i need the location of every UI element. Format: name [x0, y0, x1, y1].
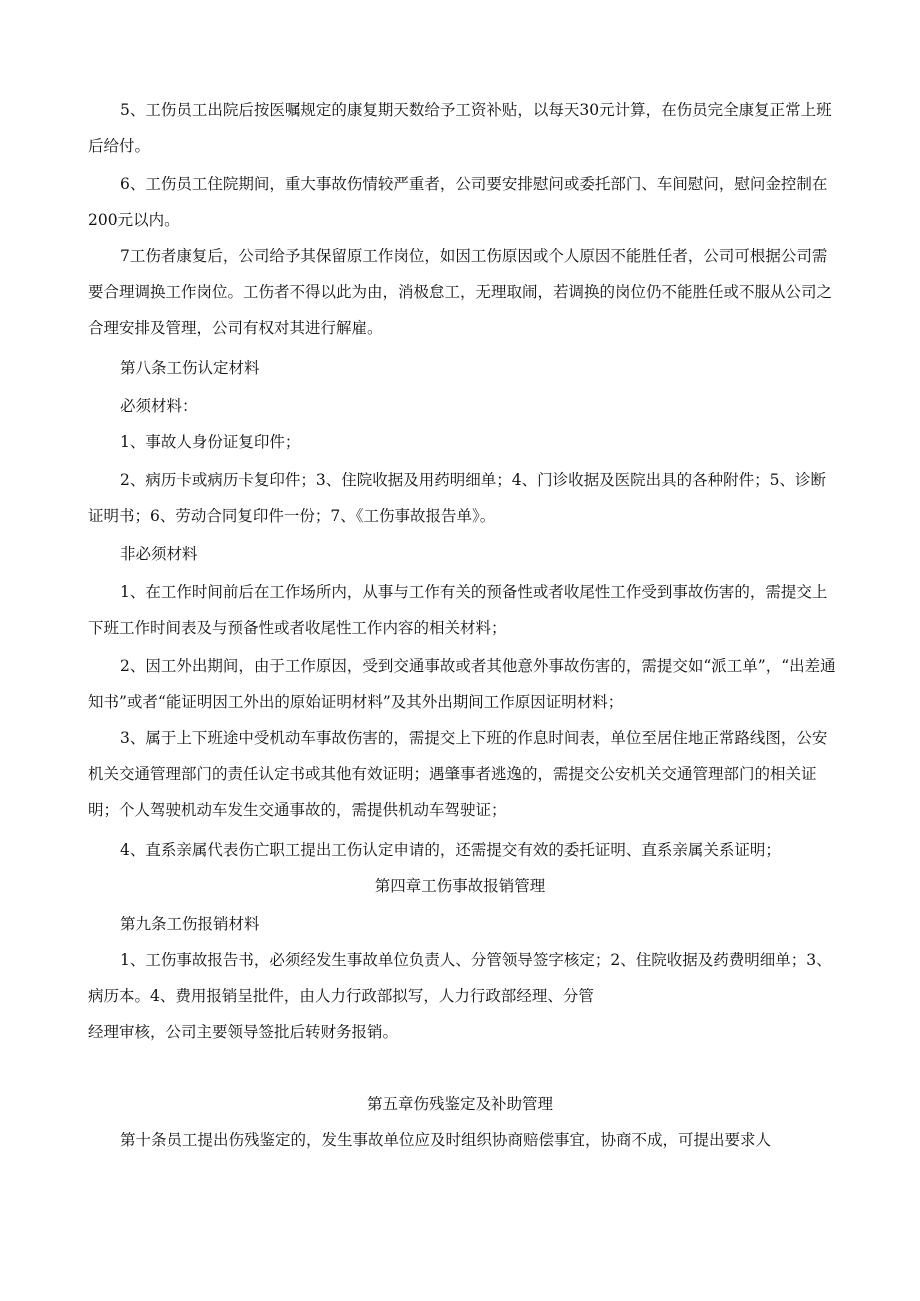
optional-item-4: 4、直系亲属代表伤亡职工提出工伤认定申请的，还需提交有效的委托证明、直系亲属关系证明； [120, 841, 781, 859]
article-10-paragraph: 第十条员工提出伤残鉴定的，发生事故单位应及时组织协商赔偿事宜，协商不成，可提出要求人 [120, 1131, 772, 1149]
reimbursement-continuation: 经理审核，公司主要领导签批后转财务报销。 [88, 1023, 399, 1041]
chapter-5-heading: 第五章伤残鉴定及补助管理 [366, 1095, 553, 1113]
reimbursement-items: 1、工伤事故报告书，必须经发生事故单位负责人、分管领导签字核定；2、住院收据及药费明细单；3、病历本。4、费用报销呈批件，由人力行政部拟写，人力行政部经理、分管 [88, 951, 832, 1005]
required-materials-label: 必须材料： [120, 397, 198, 415]
article-9-heading: 第九条工伤报销材料 [120, 915, 260, 933]
chapter-4-heading: 第四章工伤事故报销管理 [374, 877, 546, 895]
optional-materials-label: 非必须材料 [120, 545, 198, 563]
paragraph-item-5: 5、工伤员工出院后按医嘱规定的康复期天数给予工资补贴，以每天30元计算，在伤员完全康复正常上班后给付。 [88, 101, 832, 155]
required-items-2-7: 2、病历卡或病历卡复印件；3、住院收据及用药明细单；4、门诊收据及医院出具的各种附件；5、诊断证明书；6、劳动合同复印件一份；7、《工伤事故报告单》。 [88, 471, 826, 525]
required-item-1: 1、事故人身份证复印件； [120, 433, 301, 451]
paragraph-item-7: 7工伤者康复后，公司给予其保留原工作岗位，如因工伤原因或个人原因不能胜任者，公司可根据公司需要合理调换工作岗位。工伤者不得以此为由，消极怠工，无理取闹，若调换的岗位仍不能胜任或不服从公司之合理安排及管理，公司有权对其进行解雇。 [88, 247, 833, 337]
optional-item-3: 3、属于上下班途中受机动车事故伤害的，需提交上下班的作息时间表，单位至居住地正常路线图，公安机关交通管理部门的责任认定书或其他有效证明；遇肇事者逃逸的，需提交公安机关交通管理部门的相关证明；个人驾驶机动车发生交通事故的，需提供机动车驾驶证； [88, 729, 828, 819]
optional-item-2: 2、因工外出期间，由于工作原因，受到交通事故或者其他意外事故伤害的，需提交如“派工单”，“出差通知书”或者“能证明因工外出的原始证明材料”及其外出期间工作原因证明材料； [88, 657, 836, 711]
article-8-heading: 第八条工伤认定材料 [120, 359, 260, 377]
paragraph-item-6: 6、工伤员工住院期间，重大事故伤情较严重者，公司要安排慰问或委托部门、车间慰问，慰问金控制在200元以内。 [88, 175, 828, 229]
optional-item-1: 1、在工作时间前后在工作场所内，从事与工作有关的预备性或者收尾性工作受到事故伤害的，需提交上下班工作时间表及与预备性或者收尾性工作内容的相关材料； [88, 583, 828, 637]
